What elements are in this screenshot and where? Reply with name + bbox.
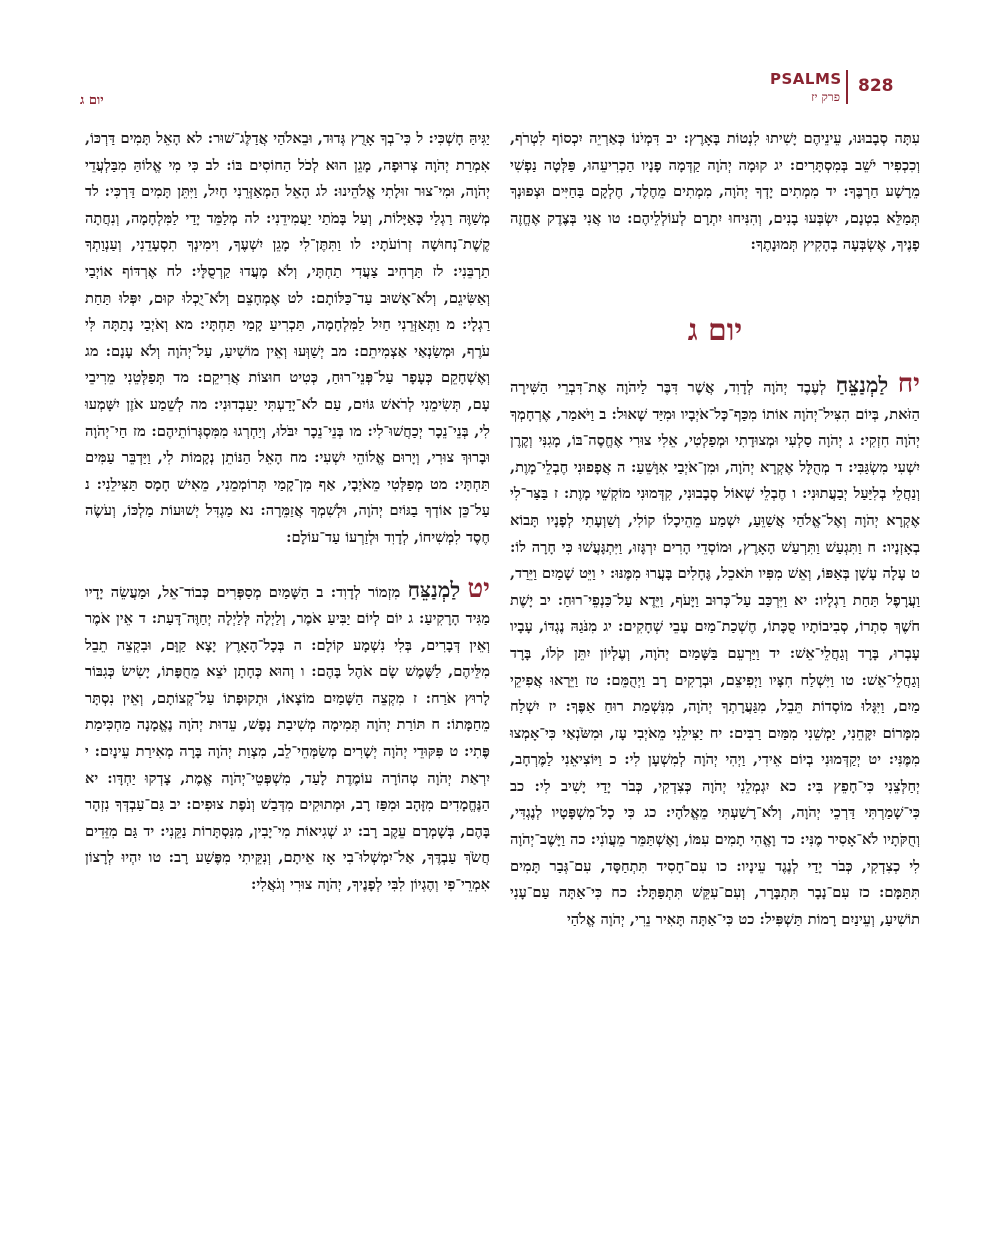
psalm-text: מִזְמוֹר לְדָוִד: ב הַשָּׁמַיִם מְסַפְּרִים כְּבוֹד־אֵל, וּמַעֲשֵׂה יָדָיו מַגִּיד הָרָקִיעַ: ג יוֹם לְיוֹם יַבִּיעַ אֹמֶר, וְלַיְלָה לְּלַיְלָה יְחַוֶּה־דָּעַת: ד אֵין אֹמֶר וְאֵין דְּבָרִים, בְּלִי נִשְׁמָע קוֹלָם: ה בְּכָל־הָאָרֶץ יָצָא קַוָּם, וּבִקְצֵה תֵבֵל מִלֵּיהֶם, לַשֶּׁמֶשׁ שָׂם אֹהֶל בָּהֶם: ו וְהוּא כְּחָתָן יֹצֵא מֵחֻפָּתוֹ, יָשִׂישׂ כְּגִבּוֹר לָרוּץ אֹרַח: ז מִקְצֵה הַשָּׁמַיִם מוֹצָאוֹ, וּתְקוּפָתוֹ עַל־קְצוֹתָם, וְאֵין נִסְתָּר מֵחַמָּתוֹ: ח תּוֹרַת יְהֹוָה תְּמִימָה מְשִׁיבַת נָפֶשׁ, עֵדוּת יְהֹוָה נֶאֱמָנָה מַחְכִּימַת פֶּתִי: ט פִּקּוּדֵי יְהֹוָה יְשָׁרִים מְשַׂמְּחֵי־לֵב, מִצְוַת יְהֹוָה בָּרָה מְאִירַת עֵינָיִם: י יִרְאַת יְהֹוָה טְהוֹרָה עוֹמֶדֶת לָעַד, מִשְׁפְּטֵי־יְהֹוָה אֱמֶת, צָדְקוּ יַחְדָּו: יא הַנֶּחֱמָדִים מִזָּהָב וּמִפַּז רָב, וּמְתוּקִים מִדְּבַשׁ וְנֹפֶת צוּפִים: יב גַּם־עַבְדְּךָ נִזְהָר בָּהֶם, בְּשָׁמְרָם עֵקֶב רָב: יג שְׁגִיאוֹת מִי־יָבִין, מִנִּסְתָּרוֹת נַקֵּנִי: יד גַּם מִזֵּדִים חֲשֹׂךְ עַבְדֶּךָ, אַל־יִמְשְׁלוּ־בִי אָז אֵיתָם, וְנִקֵּיתִי מִפֶּשַׁע רָב: טו יִהְיוּ לְרָצוֹן אִמְרֵי־פִי וְהֶגְיוֹן לִבִּי לְפָנֶיךָ, יְהֹוָה צוּרִי וְגֹאֲלִי: <box>85 583 490 894</box>
psalm-number: יח <box>897 368 920 399</box>
psalm-19 <box>85 573 490 899</box>
psalm-number: יט <box>467 573 490 604</box>
psalm-lead-word: לַמְנַצֵּחַ <box>407 576 461 602</box>
psalm-17-continuation: עִתָּה סְבָבוּנוּ, עֵינֵיהֶם יָשִׁיתוּ לִנְטוֹת בָּאָרֶץ: יב דִּמְיֹנוֹ כְּאַרְיֵה יִכְסוֹף לִטְרֹף, וְכִכְפִיר יֹשֵׁב בְּמִסְתָּרִים: יג קוּמָה יְהֹוָה קַדְּמָה פָנָיו הַכְרִיעֵהוּ, פַּלְּטָה נַפְשִׁי מֵרָשָׁע חַרְבֶּךָ: יד מִמְתִים יָדְךָ יְהֹוָה, מִמְתִים מֵחֶלֶד, חֶלְקָם בַּחַיִּים וּצְפוּנְךָ תְּמַלֵּא בִטְנָם, יִשְׂבְּעוּ בָנִים, וְהִנִּיחוּ יִתְרָם לְעוֹלְלֵיהֶם: טו אֲנִי בְּצֶדֶק אֶחֱזֶה פָנֶיךָ, אֶשְׂבְּעָה בְהָקִיץ תְּמוּנָתֶךָ: <box>510 130 920 254</box>
right-column <box>510 126 920 933</box>
page-header <box>0 62 1000 112</box>
chapter-label: פרק יז <box>811 90 840 104</box>
psalm-text: לְעֶבֶד יְהֹוָה לְדָוִד, אֲשֶׁר דִּבֶּר לַיהֹוָה אֶת־דִּבְרֵי הַשִּׁירָה הַזֹּאת, בְּיוֹם הִצִּיל־יְהֹוָה אוֹתוֹ מִכַּף־כָּל־אֹיְבָיו וּמִיַּד שָׁאוּל: ב וַיֹּאמַר, אֶרְחָמְךָ יְהֹוָה חִזְקִי: ג יְהֹוָה סַלְעִי וּמְצוּדָתִי וּמְפַלְטִי, אֵלִי צוּרִי אֶחֱסֶה־בּוֹ, מָגִנִּי וְקֶרֶן יִשְׁעִי מִשְׂגַּבִּי: ד מְהֻלָּל אֶקְרָא יְהֹוָה, וּמִן־אֹיְבַי אִוָּשֵׁעַ: ה אֲפָפוּנִי חֶבְלֵי־מָוֶת, וְנַחֲלֵי בְלִיַּעַל יְבַעֲתוּנִי: ו חֶבְלֵי שְׁאוֹל סְבָבוּנִי, קִדְּמוּנִי מוֹקְשֵׁי מָוֶת: ז בַּצַּר־לִי אֶקְרָא יְהֹוָה וְאֶל־אֱלֹהַי אֲשַׁוֵּעַ, יִשְׁמַע מֵהֵיכָלוֹ קוֹלִי, וְשַׁוְעָתִי לְפָנָיו תָּבוֹא בְאָזְנָיו: ח וַתִּגְעַשׁ וַתִּרְעַשׁ הָאָרֶץ, וּמוֹסְדֵי הָרִים יִרְגָּזוּ, וַיִּתְגָּעֲשׁוּ כִּי חָרָה לוֹ: ט עָלָה עָשָׁן בְּאַפּוֹ, וְאֵשׁ מִפִּיו תֹּאכֵל, גֶּחָלִים בָּעֲרוּ מִמֶּנּוּ: י וַיֵּט שָׁמַיִם וַיֵּרַד, וַעֲרָפֶל תַּחַת רַגְלָיו: יא וַיִּרְכַּב עַל־כְּרוּב וַיָּעֹף, וַיֵּדֶא עַל־כַּנְפֵי־רוּחַ: יב יָשֶׁת חֹשֶׁךְ סִתְרוֹ, סְבִיבוֹתָיו סֻכָּתוֹ, חֶשְׁכַת־מַיִם עָבֵי שְׁחָקִים: יג מִנֹּגַהּ נֶגְדּוֹ, עָבָיו עָבְרוּ, בָּרָד וְגַחֲלֵי־אֵשׁ: יד וַיַּרְעֵם בַּשָּׁמַיִם יְהֹוָה, וְעֶלְיוֹן יִתֵּן קֹלוֹ, בָּרָד וְגַחֲלֵי־אֵשׁ: טו וַיִּשְׁלַח חִצָּיו וַיְפִיצֵם, וּבְרָקִים רָב וַיְהֻמֵּם: טז וַיֵּרָאוּ אֲפִיקֵי מַיִם, וַיִּגָּלוּ מוֹסְדוֹת תֵּבֵל, מִגַּעֲרָתְךָ יְהֹוָה, מִנִּשְׁמַת רוּחַ אַפֶּךָ: יז יִשְׁלַח מִמָּרוֹם יִקָּחֵנִי, יַמְשֵׁנִי מִמַּיִם רַבִּים: יח יַצִּילֵנִי מֵאֹיְבִי עָז, וּמִשֹּׂנְאַי כִּי־אָמְצוּ מִמֶּנִּי: יט יְקַדְּמוּנִי בְיוֹם אֵידִי, וַיְהִי יְהֹוָה לְמִשְׁעָן לִי: כ וַיּוֹצִיאֵנִי לַמֶּרְחָב, יְחַלְּצֵנִי כִּי־חָפֵץ בִּי: כא יִגְמְלֵנִי יְהֹוָה כְּצִדְקִי, כְּבֹר יָדַי יָשִׁיב לִי: כב כִּי־שָׁמַרְתִּי דַּרְכֵי יְהֹוָה, וְלֹא־רָשַׁעְתִּי מֵאֱלֹהָי: כג כִּי כָל־מִשְׁפָּטָיו לְנֶגְדִּי, וְחֻקֹּתָיו לֹא־אָסִיר מֶנִּי: כד וָאֱהִי תָמִים עִמּוֹ, וָאֶשְׁתַּמֵּר מֵעֲוֺנִי: כה וַיָּשֶׁב־יְהֹוָה לִי כְצִדְקִי, כְּבֹר יָדַי לְנֶגֶד עֵינָיו: כו עִם־חָסִיד תִּתְחַסָּד, עִם־גְּבַר תָּמִים תִּתַּמָּם: כז עִם־נָבָר תִּתְבָּרָר, וְעִם־עִקֵּשׁ תִּתְפַּתָּל: כח כִּי־אַתָּה עַם־עָנִי תוֹשִׁיעַ, וְעֵינַיִם רָמוֹת תַּשְׁפִּיל: כט כִּי־אַתָּה תָּאִיר נֵרִי, יְהֹוָה אֱלֹהַי <box>510 378 920 928</box>
psalm-lead-word: לַמְנַצֵּחַ <box>835 371 889 397</box>
psalm-18-continuation: יַגִּיהַּ חָשְׁכִּי: ל כִּי־בְךָ אָרֻץ גְּדוּד, וּבֵאלֹהַי אֲדַלֶּג־שׁוּר: לא הָאֵל תָּמִים דַּרְכּוֹ, אִמְרַת יְהֹוָה צְרוּפָה, מָגֵן הוּא לְכֹל הַחוֹסִים בּוֹ: לב כִּי מִי אֱלוֹהַּ מִבַּלְעֲדֵי יְהֹוָה, וּמִי־צוּר זוּלָתִי אֱלֹהֵינוּ: לג הָאֵל הַמְאַזְּרֵנִי חָיִל, וַיִּתֵּן תָּמִים דַּרְכִּי: לד מְשַׁוֶּה רַגְלַי כָּאַיָּלוֹת, וְעַל בָּמֹתַי יַעֲמִידֵנִי: לה מְלַמֵּד יָדַי לַמִּלְחָמָה, וְנִחֲתָה קֶשֶׁת־נְחוּשָׁה זְרוֹעֹתָי: לו וַתִּתֶּן־לִי מָגֵן יִשְׁעֶךָ, וִימִינְךָ תִסְעָדֵנִי, וְעַנְוַתְךָ תַרְבֵּנִי: לז תַּרְחִיב צַעֲדִי תַחְתָּי, וְלֹא מָעֲדוּ קַרְסֻלָּי: לח אֶרְדּוֹף אוֹיְבַי וְאַשִּׂיגֵם, וְלֹא־אָשׁוּב עַד־כַּלּוֹתָם: לט אֶמְחָצֵם וְלֹא־יֻכְלוּ קוּם, יִפְּלוּ תַּחַת רַגְלָי: מ וַתְּאַזְּרֵנִי חַיִל לַמִּלְחָמָה, תַּכְרִיעַ קָמַי תַּחְתָּי: מא וְאֹיְבַי נָתַתָּה לִּי עֹרֶף, וּמְשַׂנְאַי אַצְמִיתֵם: מב יְשַׁוְּעוּ וְאֵין מוֹשִׁיעַ, עַל־יְהֹוָה וְלֹא עָנָם: מג וְאֶשְׁחָקֵם כְּעָפָר עַל־פְּנֵי־רוּחַ, כְּטִיט חוּצוֹת אֲרִיקֵם: מד תְּפַלְּטֵנִי מֵרִיבֵי עָם, תְּשִׂימֵנִי לְרֹאשׁ גּוֹיִם, עַם לֹא־יָדַעְתִּי יַעַבְדוּנִי: מה לְשֵׁמַע אֹזֶן יִשָּׁמְעוּ לִי, בְּנֵי־נֵכָר יְכַחֲשׁוּ־לִי: מו בְּנֵי־נֵכָר יִבֹּלוּ, וְיַחְרְגוּ מִמִּסְגְּרוֹתֵיהֶם: מז חַי־יְהֹוָה וּבָרוּךְ צוּרִי, וְיָרוּם אֱלוֹהֵי יִשְׁעִי: מח הָאֵל הַנּוֹתֵן נְקָמוֹת לִי, וַיַּדְבֵּר עַמִּים תַּחְתָּי: מט מְפַלְּטִי מֵאֹיְבָי, אַף מִן־קָמַי תְּרוֹמְמֵנִי, מֵאִישׁ חָמָס תַּצִּילֵנִי: נ עַל־כֵּן אוֹדְךָ בַגּוֹיִם יְהֹוָה, וּלְשִׁמְךָ אֲזַמֵּרָה: נא מַגְדִּל יְשׁוּעוֹת מַלְכּוֹ, וְעֹשֶׂה חֶסֶד לִמְשִׁיחוֹ, לְדָוִד וּלְזַרְעוֹ עַד־עוֹלָם: <box>85 130 490 546</box>
header-divider <box>846 70 848 104</box>
left-column <box>85 126 490 899</box>
page-number: 828 <box>858 76 894 96</box>
running-day-label: יום ג <box>80 93 104 108</box>
day-heading: יום ג <box>687 312 743 348</box>
psalm-18 <box>510 368 920 933</box>
book-title: PSALMS <box>770 70 842 88</box>
section-gap <box>85 552 490 576</box>
